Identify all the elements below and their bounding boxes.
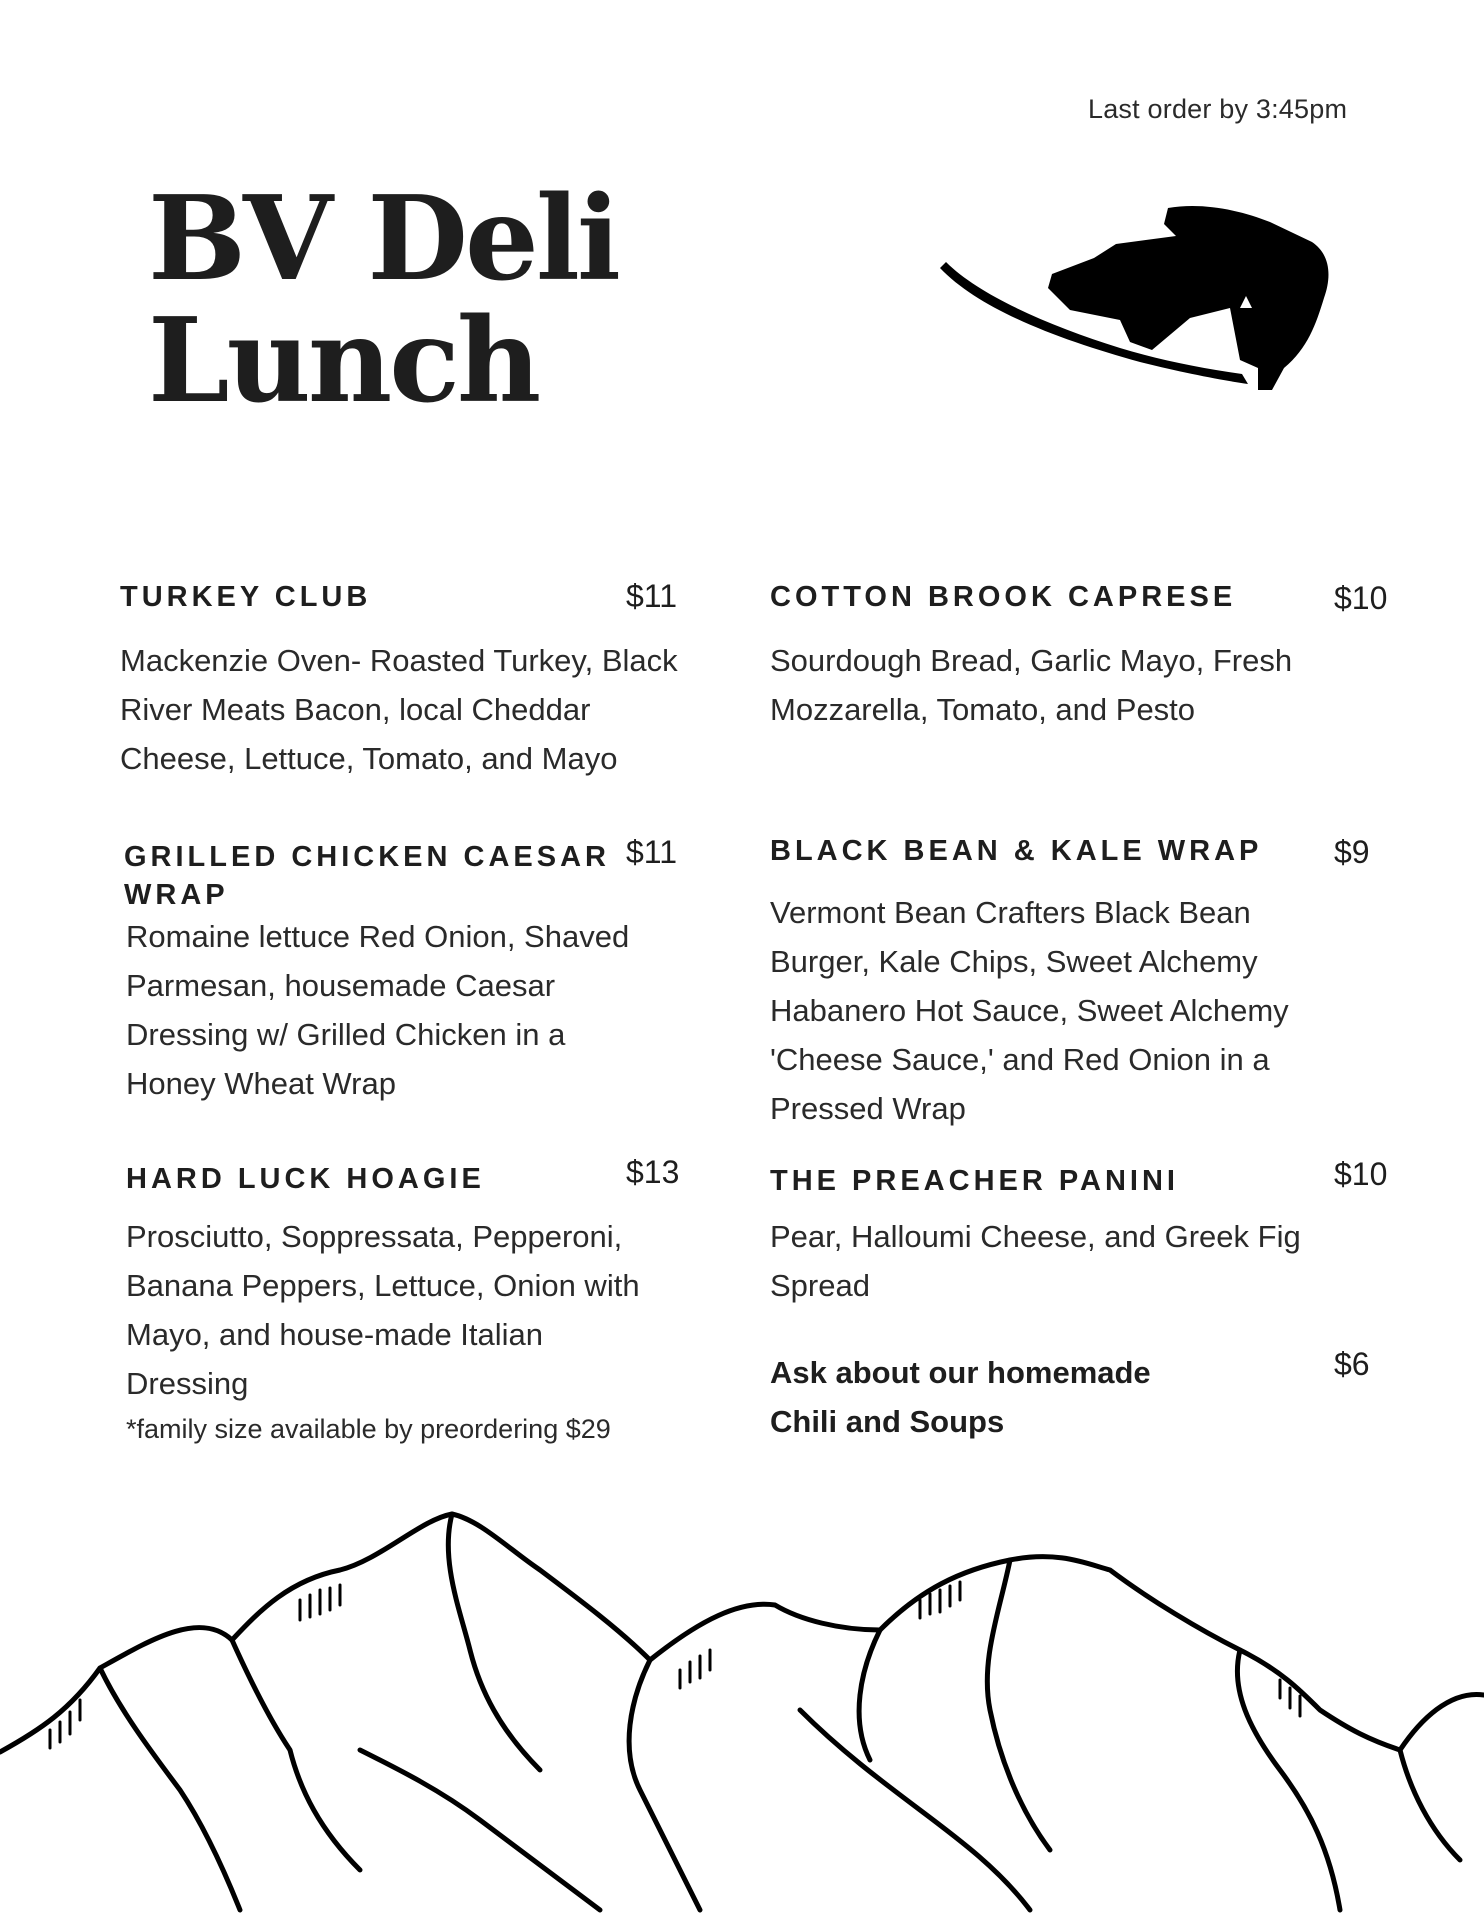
item-price-the-preacher-panini: $10	[1334, 1156, 1388, 1192]
chili-soups-note: Ask about our homemade Chili and Soups	[770, 1355, 1151, 1439]
item-desc-the-preacher-panini: Pear, Halloumi Cheese, and Greek Fig Spread	[770, 1219, 1301, 1303]
mountains-icon	[0, 1490, 1484, 1920]
last-order-note: Last order by 3:45pm	[1088, 94, 1348, 124]
item-desc-cotton-brook-caprese: Sourdough Bread, Garlic Mayo, Fresh Mozzarella, Tomato, and Pesto	[770, 643, 1293, 727]
snowboarder-icon	[940, 200, 1340, 440]
item-price-grilled-chicken-caesar-wrap: $11	[626, 834, 678, 870]
item-name-grilled-chicken-caesar-wrap: GRILLED CHICKEN CAESAR WRAP	[124, 841, 610, 911]
item-name-hard-luck-hoagie: HARD LUCK HOAGIE	[126, 1163, 485, 1195]
item-name-cotton-brook-caprese: COTTON BROOK CAPRESE	[770, 581, 1237, 613]
item-price-black-bean-kale-wrap: $9	[1334, 834, 1370, 870]
item-desc-turkey-club: Mackenzie Oven- Roasted Turkey, Black River Meats Bacon, local Cheddar Cheese, Lettuce, Tomato, and Mayo	[120, 643, 678, 776]
item-name-black-bean-kale-wrap: BLACK BEAN & KALE WRAP	[770, 835, 1263, 867]
item-desc-grilled-chicken-caesar-wrap: Romaine lettuce Red Onion, Shaved Parmesan, housemade Caesar Dressing w/ Grilled Chicken in a Honey Wheat Wrap	[126, 919, 630, 1101]
item-price-hard-luck-hoagie: $13	[626, 1154, 680, 1190]
chili-soups-price: $6	[1334, 1346, 1370, 1382]
item-price-cotton-brook-caprese: $10	[1334, 580, 1388, 616]
item-desc-hard-luck-hoagie: Prosciutto, Soppressata, Pepperoni, Banana Peppers, Lettuce, Onion with Mayo, and house-made Italian Dressing	[126, 1219, 640, 1401]
item-name-turkey-club: TURKEY CLUB	[120, 581, 372, 613]
title-line-1: BV Deli	[148, 171, 618, 307]
item-name-the-preacher-panini: THE PREACHER PANINI	[770, 1165, 1179, 1197]
item-desc-black-bean-kale-wrap: Vermont Bean Crafters Black Bean Burger, Kale Chips, Sweet Alchemy Habanero Hot Sauce, Sweet Alchemy 'Cheese Sauce,' and Red Onion in a Pressed Wrap	[770, 895, 1289, 1126]
family-size-note: *family size available by preordering $29	[126, 1414, 611, 1444]
title-line-2: Lunch	[148, 293, 539, 429]
item-price-turkey-club: $11	[626, 578, 678, 614]
page-title	[148, 171, 618, 429]
